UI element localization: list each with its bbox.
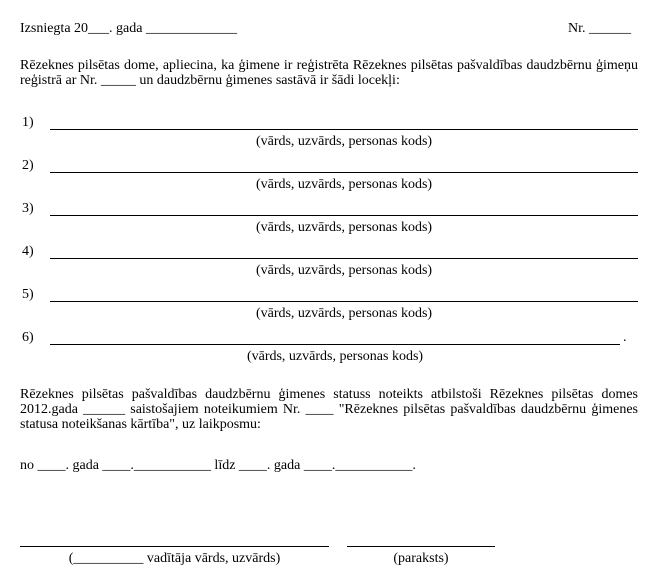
issue-date-line: Izsniegta 20___. gada _____________ [20, 21, 237, 36]
signature-label: (paraksts) [393, 551, 449, 566]
head-name-label: (__________ vadītāja vārds, uzvārds) [68, 551, 281, 566]
head-signature-line [20, 546, 329, 547]
signature-line [347, 546, 495, 547]
member-4-caption: (vārds, uzvārds, personas kods) [255, 263, 433, 278]
member-6-line-end: . [623, 330, 627, 345]
member-6-caption: (vārds, uzvārds, personas kods) [246, 349, 424, 364]
member-4-number: 4) [22, 244, 34, 259]
member-5-number: 5) [22, 287, 34, 302]
status-paragraph: Rēzeknes pilsētas pašvaldības daudzbērnu ģimenes statuss noteikts atbilstoši Rēzeknes pilsētas domes 2012.gada ______ saistošajiem noteikumiem Nr. ____ "Rēzeknes pilsētas pašvaldības daudzbērnu ģimenes statusa noteikšanas kārtība", uz laikposmu: [20, 387, 638, 432]
member-3-number: 3) [22, 201, 34, 216]
member-1-entry-line [50, 129, 638, 130]
intro-paragraph: Rēzeknes pilsētas dome, apliecina, ka ģimene ir reģistrēta Rēzeknes pilsētas pašvaldības daudzbērnu ģimeņu reģistrā ar Nr. _____ un daudzbērnu ģimenes sastāvā ir šādi locekļi: [20, 58, 638, 88]
member-2-entry-line [50, 172, 638, 173]
member-6-entry-line [50, 344, 620, 345]
member-5-entry-line [50, 301, 638, 302]
member-6-number: 6) [22, 330, 34, 345]
member-4-entry-line [50, 258, 638, 259]
period-line: no ____. gada ____.___________ līdz ____. gada ____.___________. [20, 458, 416, 473]
member-3-entry-line [50, 215, 638, 216]
member-2-caption: (vārds, uzvārds, personas kods) [255, 177, 433, 192]
member-1-caption: (vārds, uzvārds, personas kods) [255, 134, 433, 149]
member-2-number: 2) [22, 158, 34, 173]
document-number-line: Nr. ______ [568, 21, 631, 36]
member-1-number: 1) [22, 115, 34, 130]
member-3-caption: (vārds, uzvārds, personas kods) [255, 220, 433, 235]
member-5-caption: (vārds, uzvārds, personas kods) [255, 306, 433, 321]
